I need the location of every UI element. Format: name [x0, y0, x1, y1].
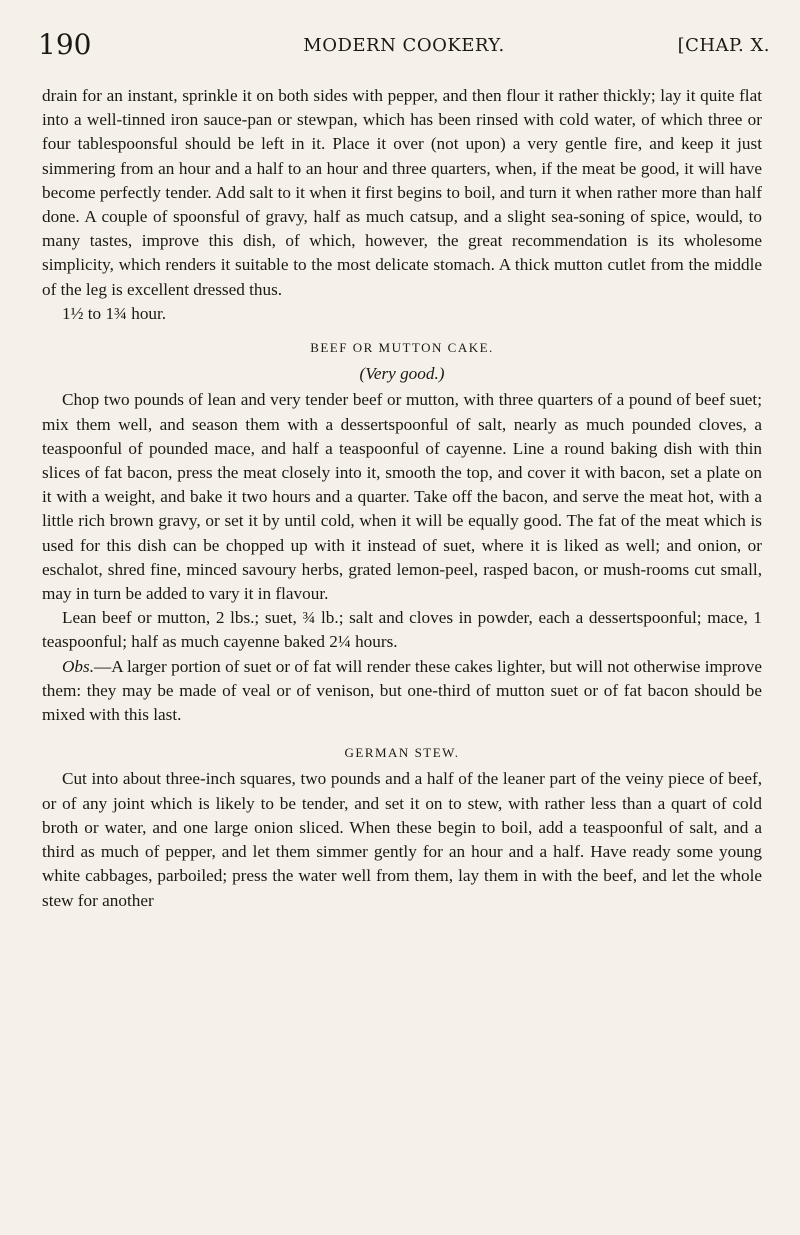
obs-label: Obs. — [62, 656, 94, 676]
running-title: MODERN COOKERY. — [303, 35, 505, 56]
page-body — [42, 84, 762, 913]
page-number: 190 — [38, 28, 92, 61]
section-subtitle: (Very good.) — [359, 364, 445, 384]
section-heading-german-stew: GERMAN STEW. — [344, 745, 460, 761]
recipe-summary: Lean beef or mutton, 2 lbs.; suet, ¾ lb.; salt and cloves in powder, each a dessertspoonful; mace, 1 teaspoonful; half as much cayenne baked 2¼ hours. — [42, 608, 762, 652]
cooking-time: 1½ to 1¾ hour. — [62, 303, 167, 323]
paragraph-continuation: drain for an instant, sprinkle it on both sides with pepper, and then flour it rather thickly; lay it quite flat into a well-tinned iron sauce-pan or stewpan, which has been rinsed with cold water, of which three or four tablespoonsful should be left in it. Place it over (not upon) a very gentle fire, and keep it just simmering from an hour and a half to an hour and three quarters, when, if the meat be good, it will have become perfectly tender. Add salt to it when it first begins to boil, and turn it when rather more than half done. A couple of spoonsful of gravy, half as much catsup, and a slight sea-soning of spice, would, to many tastes, improve this dish, of which, however, the great recommendation is its wholesome simplicity, which renders it suitable to the most delicate stomach. A thick mutton cutlet from the middle of the leg is excellent dressed thus. — [42, 86, 762, 299]
recipe-paragraph: Chop two pounds of lean and very tender beef or mutton, with three quarters of a pound of beef suet; mix them well, and season them with a dessertspoonful of salt, nearly as much pounded cloves, a teaspoonful of pounded mace, and half a teaspoonful of cayenne. Line a round baking dish with thin slices of fat bacon, press the meat closely into it, smooth the top, and cover it with bacon, set a plate on it with a weight, and bake it two hours and a quarter. Take off the bacon, and serve the meat hot, with a little rich brown gravy, or set it by until cold, when it will be equally good. The fat of the meat which is used for this dish can be chopped up with it instead of suet, where it is liked as well; and onion, or eschalot, shred fine, minced savoury herbs, grated lemon-peel, rasped bacon, or mush-rooms cut small, may in turn be added to vary it in flavour. — [42, 390, 762, 604]
page-header — [38, 24, 770, 64]
observation-paragraph — [42, 655, 762, 728]
recipe-paragraph: Cut into about three-inch squares, two pounds and a half of the leaner part of the veiny piece of beef, or of any joint which is likely to be tender, and set it on to stew, with rather less than a quart of cold broth or water, and one large onion sliced. When these begin to boil, add a teaspoonful of salt, and a third as much of pepper, and let them simmer gently for an hour and a half. Have ready some young white cabbages, parboiled; press the water well from them, lay them in with the beef, and let the whole stew for another — [42, 769, 762, 910]
obs-text: —A larger portion of suet or of fat will render these cakes lighter, but will not otherwise improve them: they may be made of veal or of venison, but one-third of mutton suet or of fat bacon should be mixed with this last. — [42, 656, 762, 725]
section-heading-beef-cake: BEEF OR MUTTON CAKE. — [310, 340, 494, 356]
chapter-label: [CHAP. X. — [677, 35, 770, 56]
